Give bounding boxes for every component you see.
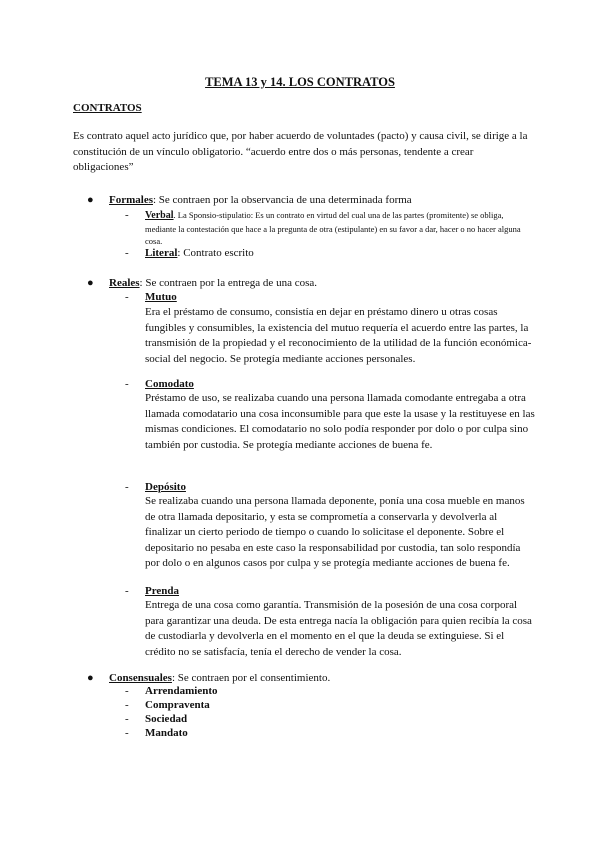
dash-icon: -	[125, 699, 129, 711]
section-heading: CONTRATOS	[73, 102, 142, 114]
literal-label: Literal	[145, 247, 178, 259]
comodato-body: Préstamo de uso, se realizaba cuando una persona llamada comodante entregaba a otra llamada comodatario una cosa inconsumible para que este la usase y la restituyese en las mismas condiciones. El comodatario no solo podía responder por dolo o por culpa sino también por custodia. Se protegía mediante acciones de buena fe.	[145, 392, 535, 451]
dash-icon: -	[125, 713, 129, 725]
consensuales-text: : Se contraen por el consentimiento.	[171, 672, 331, 684]
dash-icon: -	[125, 685, 129, 697]
deposito-label: Depósito	[145, 481, 186, 493]
dash-icon: -	[125, 247, 129, 259]
mutuo-body: Era el préstamo de consumo, consistía en dejar en préstamo dinero u otras cosas fungibles y consumibles, la existencia del mutuo requería el acuerdo entre las partes, la transmisión de la propiedad y el reconocimiento de la utilidad de la función económica-social del negocio. Se protegía mediante acciones personales.	[145, 306, 532, 365]
verbal-body	[145, 209, 535, 248]
comodato-label: Comodato	[145, 378, 194, 390]
deposito-body: Se realizaba cuando una persona llamada deponente, ponía una cosa mueble en manos de otra llamada depositario, y esta se comprometía a conservarla y devolverla al finalizar un cierto periodo de tiempo o cuando lo solicitase el deponente. Sobre el depositario no pesaba en este caso la responsabilidad por custodia, tan solo respondía por dolo o en algunos casos por culpa y se protegía mediante acciones de buena fe.	[145, 495, 525, 569]
compraventa-label: Compraventa	[145, 699, 210, 711]
intro-paragraph: Es contrato aquel acto jurídico que, por haber acuerdo de voluntades (pacto) y causa civil, se dirige a la constitución de un vínculo obligatorio. “acuerdo entre dos o más personas, tendente a crear obligaciones”	[73, 130, 528, 173]
dash-icon: -	[125, 727, 129, 739]
dash-icon: -	[125, 585, 129, 597]
formales-label: Formales	[109, 194, 153, 206]
prenda-body: Entrega de una cosa como garantía. Transmisión de la posesión de una cosa corporal para garantizar una deuda. De esta entrega nacía la obligación para quien recibía la cosa de custodiarla y devolverla en el momento en el que la deuda se extinguiese. Si el crédito no se satisfacía, tenía el derecho de vender la cosa.	[145, 599, 532, 658]
dash-icon: -	[125, 378, 129, 390]
verbal-text: . La Sponsio-stipulatio: Es un contrato en virtud del cual una de las partes (promitente) se obliga, mediante la contestación que hace a la pregunta de otra (estipulante) en su favor a dar, hacer o no hacer alguna cosa.	[145, 210, 521, 246]
formales-text: : Se contraen por la observancia de una determinada forma	[152, 194, 412, 206]
bullet-icon: ●	[87, 672, 94, 684]
page-title: TEMA 13 y 14. LOS CONTRATOS	[205, 75, 395, 89]
prenda-label: Prenda	[145, 585, 180, 597]
dash-icon: -	[125, 481, 129, 493]
arrendamiento-label: Arrendamiento	[145, 685, 218, 697]
dash-icon: -	[125, 209, 129, 221]
bullet-icon: ●	[87, 194, 94, 206]
mutuo-label: Mutuo	[145, 291, 177, 303]
reales-text: : Se contraen por la entrega de una cosa.	[139, 277, 317, 289]
mandato-label: Mandato	[145, 727, 188, 739]
dash-icon: -	[125, 291, 129, 303]
reales-label: Reales	[109, 277, 140, 289]
bullet-icon: ●	[87, 277, 94, 289]
sociedad-label: Sociedad	[145, 713, 188, 725]
verbal-label: Verbal	[145, 210, 174, 221]
consensuales-label: Consensuales	[109, 672, 172, 684]
literal-text: : Contrato escrito	[177, 247, 254, 259]
